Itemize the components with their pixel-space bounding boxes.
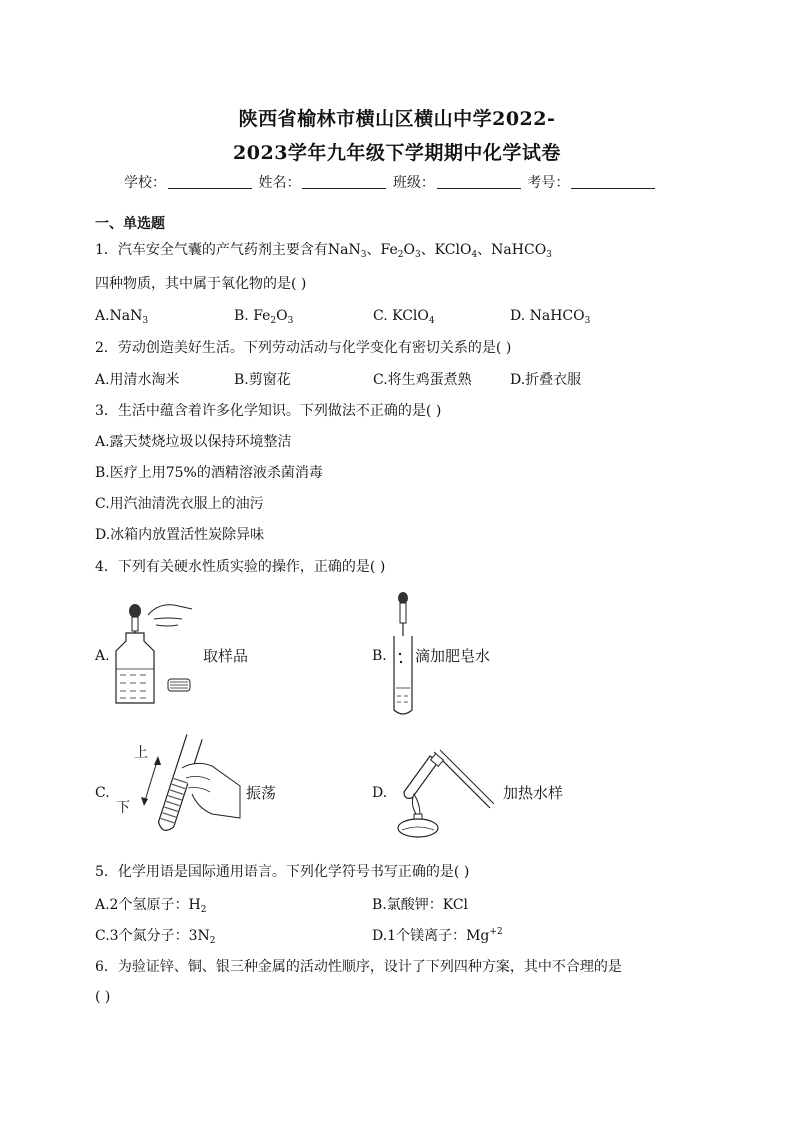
subscript: 3 [287, 316, 294, 326]
option-text: B. Fe [234, 308, 271, 324]
q4-option-a-letter[interactable]: A. [95, 648, 110, 664]
number-label: 考号： [527, 175, 570, 191]
subscript: 2 [397, 250, 404, 260]
option-text: D.1个镁离子：Mg [372, 928, 490, 944]
q3-stem: 3．生活中蕴含着许多化学知识。下列做法不正确的是( ) [95, 403, 442, 419]
q6-stem: 6．为验证锌、铜、银三种金属的活动性顺序，设计了下列四种方案，其中不合理的是 [95, 959, 622, 975]
option-text: O [276, 308, 288, 324]
name-label: 姓名： [258, 175, 301, 191]
option-text: C. KClO [373, 308, 429, 324]
q1-option-c[interactable] [373, 306, 435, 326]
q1-stem-part: 、KClO [420, 242, 472, 258]
option-text: A.2个氢原子：H [95, 897, 201, 913]
subscript: 2 [200, 905, 207, 915]
q1-stem-part: O [403, 242, 415, 258]
down-label: 下 [116, 800, 130, 816]
q3-option-a[interactable]: A.露天焚烧垃圾以保持环境整洁 [95, 434, 292, 450]
q4-option-a-caption: 取样品 [203, 647, 249, 665]
up-label: 上 [134, 745, 148, 761]
subscript: 3 [546, 250, 552, 260]
subscript: 4 [471, 250, 478, 260]
q1-option-a[interactable] [95, 306, 148, 326]
option-text: A.NaN [95, 308, 143, 324]
subscript: 2 [209, 936, 216, 946]
number-blank[interactable] [571, 174, 655, 189]
q6-stem-line2: ( ) [95, 989, 111, 1005]
q3-option-b[interactable]: B.医疗上用75%的酒精溶液杀菌消毒 [95, 465, 323, 481]
q4-option-c-caption: 振荡 [246, 784, 277, 802]
q4-option-b-letter[interactable]: B. [372, 648, 387, 664]
q4-option-b-caption: 滴加肥皂水 [415, 647, 491, 665]
option-text: D. NaHCO [510, 308, 585, 324]
shaking-tube-figure [116, 734, 246, 846]
q2-option-d[interactable]: D.折叠衣服 [510, 372, 582, 388]
q1-stem-part: 1．汽车安全气囊的产气药剂主要含有NaN [95, 242, 361, 258]
q2-stem: 2．劳动创造美好生活。下列劳动活动与化学变化有密切关系的是( ) [95, 340, 512, 356]
q5-option-b[interactable]: B.氯酸钾：KCl [372, 897, 469, 913]
q1-stem-part: 、NaHCO [477, 242, 547, 258]
q5-option-a[interactable] [95, 895, 206, 915]
subscript: 3 [360, 250, 367, 260]
school-blank[interactable] [168, 174, 252, 189]
q2-option-a[interactable]: A.用清水淘米 [95, 372, 180, 388]
q4-option-d-letter[interactable]: D. [372, 785, 388, 801]
exam-title-line1: 陕西省榆林市横山区横山中学2022- [238, 108, 556, 130]
q2-option-c[interactable]: C.将生鸡蛋煮熟 [373, 372, 472, 388]
class-blank[interactable] [437, 174, 521, 189]
q4-option-d-caption: 加热水样 [503, 784, 564, 802]
exam-title-line2: 2023学年九年级下学期期中化学试卷 [233, 142, 561, 164]
q4-option-c-letter[interactable]: C. [95, 785, 110, 801]
q1-stem-part: 、Fe [366, 242, 398, 258]
heating-sample-figure [390, 746, 494, 838]
soap-water-dropper-figure [388, 592, 418, 718]
q4-stem: 4．下列有关硬水性质实验的操作，正确的是( ) [95, 559, 386, 575]
q1-stem-line2: 四种物质，其中属于氧化物的是( ) [95, 276, 307, 292]
subscript: 3 [142, 316, 149, 326]
subscript: 3 [584, 316, 591, 326]
superscript: +2 [489, 927, 503, 937]
q5-option-c[interactable] [95, 926, 215, 946]
subscript: 3 [414, 250, 421, 260]
q3-option-c[interactable]: C.用汽油清洗衣服上的油污 [95, 496, 264, 512]
sample-bottle-figure [112, 595, 202, 710]
student-info-row [124, 172, 657, 192]
q1-option-b[interactable] [234, 306, 293, 326]
q1-option-d[interactable] [510, 306, 590, 326]
name-blank[interactable] [302, 174, 386, 189]
q1-stem [95, 240, 552, 260]
q5-stem: 5．化学用语是国际通用语言。下列化学符号书写正确的是( ) [95, 864, 470, 880]
class-label: 班级： [392, 175, 435, 191]
subscript: 4 [428, 316, 435, 326]
option-text: C.3个氮分子：3N [95, 928, 210, 944]
q2-option-b[interactable]: B.剪窗花 [234, 372, 291, 388]
school-label: 学校： [124, 175, 166, 191]
section-heading: 一、单选题 [95, 216, 165, 232]
q5-option-d[interactable] [372, 926, 503, 946]
q3-option-d[interactable]: D.冰箱内放置活性炭除异味 [95, 527, 265, 543]
subscript: 2 [270, 316, 277, 326]
